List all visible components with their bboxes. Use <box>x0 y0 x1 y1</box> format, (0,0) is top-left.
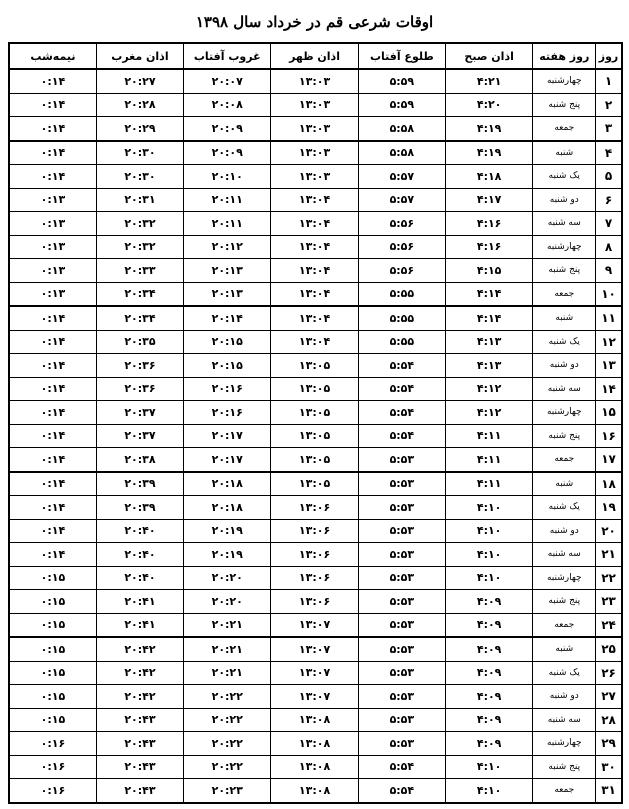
dhuhr-cell: ۱۳:۰۶ <box>271 590 358 614</box>
weekday-cell: چهارشنبه <box>533 235 596 259</box>
midnight-cell: ۰:۱۴ <box>9 117 96 141</box>
table-row <box>9 661 622 685</box>
fajr-cell: ۴:۱۴ <box>445 306 532 330</box>
maghrib-cell: ۲۰:۳۲ <box>96 212 183 236</box>
sunset-cell: ۲۰:۲۳ <box>184 779 271 803</box>
table-row <box>9 448 622 472</box>
page-title: اوقات شرعی قم در خرداد سال ۱۳۹۸ <box>195 13 434 31</box>
midnight-cell: ۰:۱۵ <box>9 708 96 732</box>
weekday-cell: یک شنبه <box>533 661 596 685</box>
column-header-maghrib: اذان مغرب <box>96 43 183 69</box>
midnight-cell: ۰:۱۵ <box>9 661 96 685</box>
fajr-cell: ۴:۰۹ <box>445 685 532 709</box>
sunset-cell: ۲۰:۲۲ <box>184 755 271 779</box>
sunrise-cell: ۵:۵۶ <box>358 212 445 236</box>
sunrise-cell: ۵:۵۴ <box>358 424 445 448</box>
day-cell: ۲۱ <box>596 543 622 567</box>
table-row <box>9 212 622 236</box>
day-cell: ۵ <box>596 165 622 189</box>
dhuhr-cell: ۱۳:۰۸ <box>271 708 358 732</box>
column-header-sunset: غروب آفتاب <box>184 43 271 69</box>
fajr-cell: ۴:۲۰ <box>445 93 532 117</box>
midnight-cell: ۰:۱۴ <box>9 377 96 401</box>
fajr-cell: ۴:۱۲ <box>445 377 532 401</box>
maghrib-cell: ۲۰:۳۷ <box>96 424 183 448</box>
weekday-cell: یک شنبه <box>533 330 596 354</box>
midnight-cell: ۰:۱۵ <box>9 685 96 709</box>
sunrise-cell: ۵:۵۳ <box>358 566 445 590</box>
day-cell: ۲ <box>596 93 622 117</box>
dhuhr-cell: ۱۳:۰۶ <box>271 566 358 590</box>
sunset-cell: ۲۰:۲۱ <box>184 661 271 685</box>
weekday-cell: جمعه <box>533 779 596 803</box>
maghrib-cell: ۲۰:۴۲ <box>96 661 183 685</box>
fajr-cell: ۴:۰۹ <box>445 708 532 732</box>
maghrib-cell: ۲۰:۴۰ <box>96 519 183 543</box>
fajr-cell: ۴:۰۹ <box>445 661 532 685</box>
maghrib-cell: ۲۰:۴۲ <box>96 637 183 661</box>
midnight-cell: ۰:۱۴ <box>9 69 96 93</box>
fajr-cell: ۴:۰۹ <box>445 637 532 661</box>
day-cell: ۳ <box>596 117 622 141</box>
midnight-cell: ۰:۱۵ <box>9 613 96 637</box>
sunrise-cell: ۵:۵۶ <box>358 259 445 283</box>
table-row <box>9 165 622 189</box>
maghrib-cell: ۲۰:۳۸ <box>96 448 183 472</box>
sunset-cell: ۲۰:۱۳ <box>184 282 271 306</box>
dhuhr-cell: ۱۳:۰۵ <box>271 472 358 496</box>
sunset-cell: ۲۰:۱۹ <box>184 543 271 567</box>
table-row <box>9 377 622 401</box>
dhuhr-cell: ۱۳:۰۷ <box>271 685 358 709</box>
maghrib-cell: ۲۰:۲۷ <box>96 69 183 93</box>
weekday-cell: دو شنبه <box>533 354 596 378</box>
weekday-cell: شنبه <box>533 306 596 330</box>
column-header-sunrise: طلوع آفتاب <box>358 43 445 69</box>
sunrise-cell: ۵:۵۷ <box>358 165 445 189</box>
dhuhr-cell: ۱۳:۰۷ <box>271 661 358 685</box>
midnight-cell: ۰:۱۳ <box>9 212 96 236</box>
table-row <box>9 117 622 141</box>
maghrib-cell: ۲۰:۴۰ <box>96 566 183 590</box>
dhuhr-cell: ۱۳:۰۵ <box>271 424 358 448</box>
maghrib-cell: ۲۰:۳۵ <box>96 330 183 354</box>
day-cell: ۲۴ <box>596 613 622 637</box>
day-cell: ۲۵ <box>596 637 622 661</box>
day-cell: ۱۰ <box>596 282 622 306</box>
day-cell: ۲۶ <box>596 661 622 685</box>
dhuhr-cell: ۱۳:۰۷ <box>271 637 358 661</box>
maghrib-cell: ۲۰:۴۳ <box>96 755 183 779</box>
sunset-cell: ۲۰:۱۰ <box>184 165 271 189</box>
table-row <box>9 69 622 93</box>
midnight-cell: ۰:۱۳ <box>9 235 96 259</box>
fajr-cell: ۴:۱۰ <box>445 779 532 803</box>
sunrise-cell: ۵:۵۳ <box>358 590 445 614</box>
dhuhr-cell: ۱۳:۰۴ <box>271 282 358 306</box>
dhuhr-cell: ۱۳:۰۶ <box>271 496 358 520</box>
maghrib-cell: ۲۰:۴۱ <box>96 590 183 614</box>
midnight-cell: ۰:۱۴ <box>9 354 96 378</box>
sunrise-cell: ۵:۵۳ <box>358 496 445 520</box>
fajr-cell: ۴:۰۹ <box>445 590 532 614</box>
table-row <box>9 613 622 637</box>
midnight-cell: ۰:۱۵ <box>9 566 96 590</box>
fajr-cell: ۴:۱۰ <box>445 566 532 590</box>
table-row <box>9 235 622 259</box>
sunset-cell: ۲۰:۲۲ <box>184 685 271 709</box>
fajr-cell: ۴:۱۹ <box>445 141 532 165</box>
maghrib-cell: ۲۰:۳۰ <box>96 141 183 165</box>
table-row <box>9 685 622 709</box>
weekday-cell: سه شنبه <box>533 543 596 567</box>
dhuhr-cell: ۱۳:۰۳ <box>271 69 358 93</box>
dhuhr-cell: ۱۳:۰۴ <box>271 212 358 236</box>
table-row <box>9 779 622 803</box>
fajr-cell: ۴:۱۰ <box>445 519 532 543</box>
sunset-cell: ۲۰:۰۹ <box>184 141 271 165</box>
table-header-row <box>9 43 622 69</box>
dhuhr-cell: ۱۳:۰۷ <box>271 613 358 637</box>
sunset-cell: ۲۰:۱۷ <box>184 448 271 472</box>
maghrib-cell: ۲۰:۴۰ <box>96 543 183 567</box>
sunset-cell: ۲۰:۱۸ <box>184 472 271 496</box>
sunset-cell: ۲۰:۱۵ <box>184 330 271 354</box>
table-row <box>9 306 622 330</box>
dhuhr-cell: ۱۳:۰۳ <box>271 141 358 165</box>
table-row <box>9 401 622 425</box>
column-header-weekday: روز هفته <box>533 43 596 69</box>
weekday-cell: دو شنبه <box>533 685 596 709</box>
sunrise-cell: ۵:۵۴ <box>358 779 445 803</box>
maghrib-cell: ۲۰:۴۳ <box>96 732 183 756</box>
weekday-cell: یک شنبه <box>533 496 596 520</box>
sunrise-cell: ۵:۵۵ <box>358 282 445 306</box>
sunrise-cell: ۵:۵۷ <box>358 188 445 212</box>
midnight-cell: ۰:۱۴ <box>9 496 96 520</box>
weekday-cell: دو شنبه <box>533 519 596 543</box>
midnight-cell: ۰:۱۵ <box>9 637 96 661</box>
fajr-cell: ۴:۱۸ <box>445 165 532 189</box>
day-cell: ۱۹ <box>596 496 622 520</box>
fajr-cell: ۴:۱۰ <box>445 543 532 567</box>
weekday-cell: پنج شنبه <box>533 93 596 117</box>
maghrib-cell: ۲۰:۴۲ <box>96 685 183 709</box>
maghrib-cell: ۲۰:۳۰ <box>96 165 183 189</box>
fajr-cell: ۴:۱۶ <box>445 235 532 259</box>
fajr-cell: ۴:۲۱ <box>445 69 532 93</box>
fajr-cell: ۴:۱۱ <box>445 448 532 472</box>
day-cell: ۲۷ <box>596 685 622 709</box>
sunrise-cell: ۵:۵۳ <box>358 732 445 756</box>
dhuhr-cell: ۱۳:۰۳ <box>271 165 358 189</box>
midnight-cell: ۰:۱۶ <box>9 732 96 756</box>
maghrib-cell: ۲۰:۴۳ <box>96 779 183 803</box>
fajr-cell: ۴:۱۲ <box>445 401 532 425</box>
maghrib-cell: ۲۰:۳۷ <box>96 401 183 425</box>
sunset-cell: ۲۰:۲۰ <box>184 590 271 614</box>
fajr-cell: ۴:۱۵ <box>445 259 532 283</box>
sunrise-cell: ۵:۵۵ <box>358 330 445 354</box>
weekday-cell: چهارشنبه <box>533 401 596 425</box>
midnight-cell: ۰:۱۴ <box>9 448 96 472</box>
day-cell: ۲۰ <box>596 519 622 543</box>
sunrise-cell: ۵:۵۸ <box>358 141 445 165</box>
table-row <box>9 543 622 567</box>
table-row <box>9 732 622 756</box>
weekday-cell: پنج شنبه <box>533 590 596 614</box>
fajr-cell: ۴:۱۳ <box>445 354 532 378</box>
sunset-cell: ۲۰:۱۹ <box>184 519 271 543</box>
weekday-cell: جمعه <box>533 117 596 141</box>
sunrise-cell: ۵:۵۳ <box>358 661 445 685</box>
maghrib-cell: ۲۰:۴۱ <box>96 613 183 637</box>
sunset-cell: ۲۰:۱۶ <box>184 401 271 425</box>
dhuhr-cell: ۱۳:۰۳ <box>271 117 358 141</box>
sunset-cell: ۲۰:۲۲ <box>184 708 271 732</box>
table-row <box>9 330 622 354</box>
weekday-cell: چهارشنبه <box>533 566 596 590</box>
maghrib-cell: ۲۰:۲۸ <box>96 93 183 117</box>
maghrib-cell: ۲۰:۳۹ <box>96 496 183 520</box>
weekday-cell: شنبه <box>533 637 596 661</box>
sunset-cell: ۲۰:۱۱ <box>184 212 271 236</box>
day-cell: ۱۶ <box>596 424 622 448</box>
sunrise-cell: ۵:۵۳ <box>358 519 445 543</box>
sunrise-cell: ۵:۵۳ <box>358 685 445 709</box>
sunrise-cell: ۵:۵۴ <box>358 755 445 779</box>
day-cell: ۱۴ <box>596 377 622 401</box>
sunset-cell: ۲۰:۲۲ <box>184 732 271 756</box>
sunrise-cell: ۵:۵۴ <box>358 354 445 378</box>
maghrib-cell: ۲۰:۳۴ <box>96 282 183 306</box>
sunset-cell: ۲۰:۰۷ <box>184 69 271 93</box>
sunrise-cell: ۵:۵۳ <box>358 637 445 661</box>
dhuhr-cell: ۱۳:۰۸ <box>271 755 358 779</box>
day-cell: ۴ <box>596 141 622 165</box>
midnight-cell: ۰:۱۴ <box>9 306 96 330</box>
sunrise-cell: ۵:۵۹ <box>358 69 445 93</box>
weekday-cell: چهارشنبه <box>533 732 596 756</box>
midnight-cell: ۰:۱۶ <box>9 779 96 803</box>
day-cell: ۷ <box>596 212 622 236</box>
dhuhr-cell: ۱۳:۰۵ <box>271 448 358 472</box>
fajr-cell: ۴:۰۹ <box>445 613 532 637</box>
day-cell: ۱۵ <box>596 401 622 425</box>
day-cell: ۱۳ <box>596 354 622 378</box>
dhuhr-cell: ۱۳:۰۸ <box>271 732 358 756</box>
dhuhr-cell: ۱۳:۰۴ <box>271 330 358 354</box>
sunrise-cell: ۵:۵۳ <box>358 448 445 472</box>
table-row <box>9 354 622 378</box>
column-header-fajr: اذان صبح <box>445 43 532 69</box>
weekday-cell: شنبه <box>533 141 596 165</box>
sunrise-cell: ۵:۵۴ <box>358 401 445 425</box>
table-row <box>9 424 622 448</box>
dhuhr-cell: ۱۳:۰۸ <box>271 779 358 803</box>
weekday-cell: دو شنبه <box>533 188 596 212</box>
sunrise-cell: ۵:۵۳ <box>358 472 445 496</box>
day-cell: ۲۹ <box>596 732 622 756</box>
dhuhr-cell: ۱۳:۰۳ <box>271 93 358 117</box>
maghrib-cell: ۲۰:۳۶ <box>96 354 183 378</box>
midnight-cell: ۰:۱۴ <box>9 519 96 543</box>
table-row <box>9 282 622 306</box>
midnight-cell: ۰:۱۴ <box>9 543 96 567</box>
table-row <box>9 188 622 212</box>
day-cell: ۱ <box>596 69 622 93</box>
midnight-cell: ۰:۱۴ <box>9 141 96 165</box>
fajr-cell: ۴:۱۳ <box>445 330 532 354</box>
fajr-cell: ۴:۱۹ <box>445 117 532 141</box>
day-cell: ۱۲ <box>596 330 622 354</box>
fajr-cell: ۴:۰۹ <box>445 732 532 756</box>
table-row <box>9 141 622 165</box>
fajr-cell: ۴:۱۰ <box>445 755 532 779</box>
sunset-cell: ۲۰:۲۰ <box>184 566 271 590</box>
day-cell: ۲۳ <box>596 590 622 614</box>
day-cell: ۸ <box>596 235 622 259</box>
dhuhr-cell: ۱۳:۰۵ <box>271 401 358 425</box>
fajr-cell: ۴:۱۱ <box>445 424 532 448</box>
dhuhr-cell: ۱۳:۰۴ <box>271 259 358 283</box>
midnight-cell: ۰:۱۳ <box>9 188 96 212</box>
dhuhr-cell: ۱۳:۰۵ <box>271 354 358 378</box>
sunrise-cell: ۵:۵۳ <box>358 613 445 637</box>
day-cell: ۳۰ <box>596 755 622 779</box>
weekday-cell: پنج شنبه <box>533 259 596 283</box>
sunrise-cell: ۵:۵۵ <box>358 306 445 330</box>
dhuhr-cell: ۱۳:۰۴ <box>271 235 358 259</box>
day-cell: ۱۸ <box>596 472 622 496</box>
dhuhr-cell: ۱۳:۰۴ <box>271 188 358 212</box>
column-header-day: روز <box>596 43 622 69</box>
weekday-cell: سه شنبه <box>533 377 596 401</box>
table-row <box>9 93 622 117</box>
maghrib-cell: ۲۰:۳۱ <box>96 188 183 212</box>
sunset-cell: ۲۰:۲۱ <box>184 637 271 661</box>
day-cell: ۲۲ <box>596 566 622 590</box>
sunset-cell: ۲۰:۱۲ <box>184 235 271 259</box>
column-header-midnight: نیمه‌شب <box>9 43 96 69</box>
weekday-cell: پنج شنبه <box>533 755 596 779</box>
midnight-cell: ۰:۱۴ <box>9 401 96 425</box>
weekday-cell: سه شنبه <box>533 212 596 236</box>
table-row <box>9 259 622 283</box>
day-cell: ۱۱ <box>596 306 622 330</box>
day-cell: ۹ <box>596 259 622 283</box>
sunset-cell: ۲۰:۱۳ <box>184 259 271 283</box>
sunrise-cell: ۵:۵۶ <box>358 235 445 259</box>
midnight-cell: ۰:۱۳ <box>9 259 96 283</box>
weekday-cell: سه شنبه <box>533 708 596 732</box>
table-row <box>9 472 622 496</box>
table-row <box>9 566 622 590</box>
weekday-cell: جمعه <box>533 282 596 306</box>
table-row <box>9 519 622 543</box>
sunset-cell: ۲۰:۱۵ <box>184 354 271 378</box>
sunset-cell: ۲۰:۰۸ <box>184 93 271 117</box>
midnight-cell: ۰:۱۳ <box>9 282 96 306</box>
sunset-cell: ۲۰:۱۶ <box>184 377 271 401</box>
sunrise-cell: ۵:۵۹ <box>358 93 445 117</box>
midnight-cell: ۰:۱۴ <box>9 93 96 117</box>
dhuhr-cell: ۱۳:۰۵ <box>271 377 358 401</box>
fajr-cell: ۴:۱۷ <box>445 188 532 212</box>
weekday-cell: شنبه <box>533 472 596 496</box>
day-cell: ۳۱ <box>596 779 622 803</box>
fajr-cell: ۴:۱۰ <box>445 496 532 520</box>
maghrib-cell: ۲۰:۳۹ <box>96 472 183 496</box>
table-row <box>9 590 622 614</box>
fajr-cell: ۴:۱۶ <box>445 212 532 236</box>
maghrib-cell: ۲۰:۳۳ <box>96 259 183 283</box>
midnight-cell: ۰:۱۵ <box>9 590 96 614</box>
maghrib-cell: ۲۰:۳۲ <box>96 235 183 259</box>
dhuhr-cell: ۱۳:۰۶ <box>271 519 358 543</box>
sunrise-cell: ۵:۵۳ <box>358 708 445 732</box>
sunrise-cell: ۵:۵۳ <box>358 543 445 567</box>
dhuhr-cell: ۱۳:۰۶ <box>271 543 358 567</box>
sunrise-cell: ۵:۵۴ <box>358 377 445 401</box>
fajr-cell: ۴:۱۴ <box>445 282 532 306</box>
table-row <box>9 755 622 779</box>
sunset-cell: ۲۰:۱۷ <box>184 424 271 448</box>
dhuhr-cell: ۱۳:۰۴ <box>271 306 358 330</box>
weekday-cell: جمعه <box>533 448 596 472</box>
maghrib-cell: ۲۰:۲۹ <box>96 117 183 141</box>
column-header-dhuhr: اذان ظهر <box>271 43 358 69</box>
table-row <box>9 637 622 661</box>
weekday-cell: جمعه <box>533 613 596 637</box>
sunset-cell: ۲۰:۱۱ <box>184 188 271 212</box>
weekday-cell: یک شنبه <box>533 165 596 189</box>
maghrib-cell: ۲۰:۳۴ <box>96 306 183 330</box>
day-cell: ۶ <box>596 188 622 212</box>
midnight-cell: ۰:۱۴ <box>9 424 96 448</box>
day-cell: ۲۸ <box>596 708 622 732</box>
table-row <box>9 496 622 520</box>
maghrib-cell: ۲۰:۴۳ <box>96 708 183 732</box>
midnight-cell: ۰:۱۴ <box>9 472 96 496</box>
midnight-cell: ۰:۱۴ <box>9 330 96 354</box>
weekday-cell: چهارشنبه <box>533 69 596 93</box>
table-row <box>9 708 622 732</box>
sunset-cell: ۲۰:۰۹ <box>184 117 271 141</box>
sunset-cell: ۲۰:۱۴ <box>184 306 271 330</box>
fajr-cell: ۴:۱۱ <box>445 472 532 496</box>
weekday-cell: پنج شنبه <box>533 424 596 448</box>
maghrib-cell: ۲۰:۳۶ <box>96 377 183 401</box>
midnight-cell: ۰:۱۴ <box>9 165 96 189</box>
sunset-cell: ۲۰:۱۸ <box>184 496 271 520</box>
day-cell: ۱۷ <box>596 448 622 472</box>
sunrise-cell: ۵:۵۸ <box>358 117 445 141</box>
sunset-cell: ۲۰:۲۱ <box>184 613 271 637</box>
midnight-cell: ۰:۱۶ <box>9 755 96 779</box>
prayer-times-table <box>8 42 623 804</box>
